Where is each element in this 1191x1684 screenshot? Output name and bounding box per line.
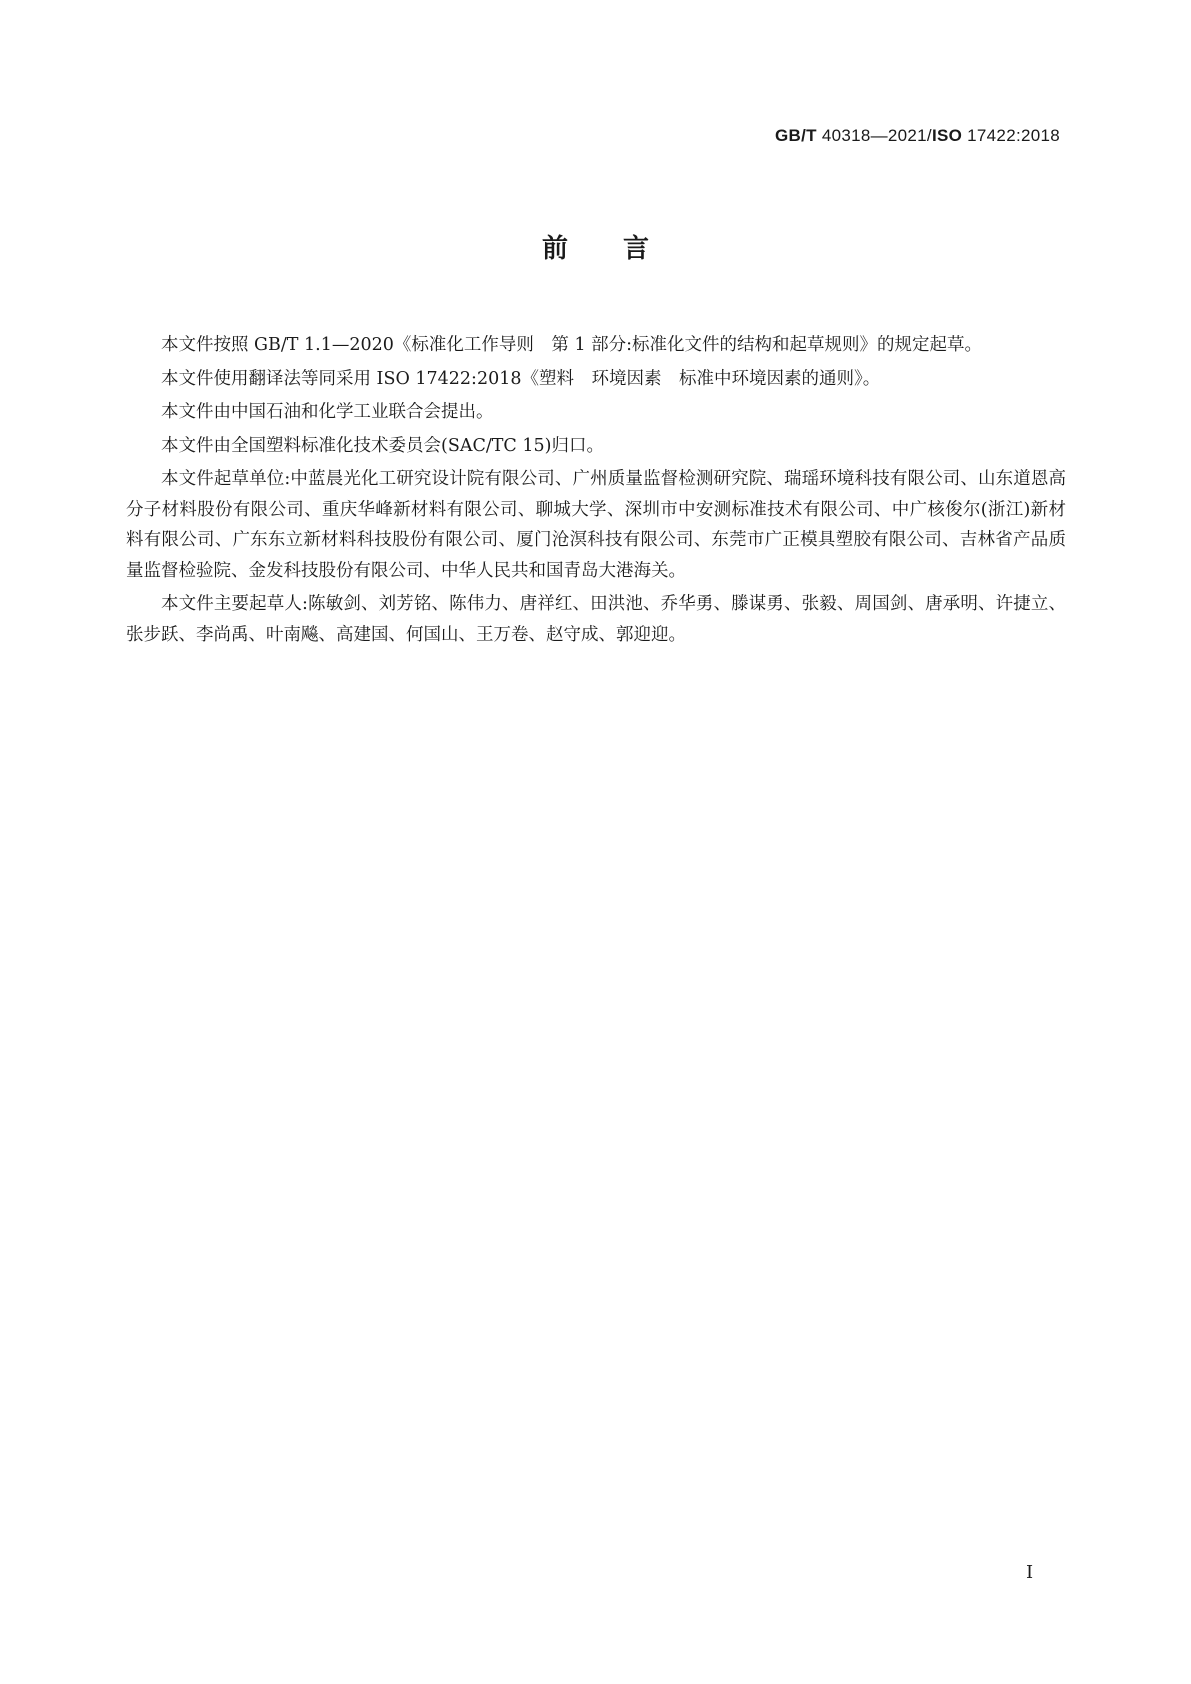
page-title: 前言: [541, 234, 704, 264]
page-number: I: [1026, 1562, 1034, 1583]
paragraph-committee: 本文件由全国塑料标准化技术委员会(SAC/TC 15)归口。: [161, 435, 604, 456]
standard-prefix: GB/T: [774, 126, 817, 145]
iso-prefix: ISO: [931, 126, 963, 145]
paragraph-drafting-rules: 本文件按照 GB/T 1.1—2020《标准化工作导则 第 1 部分:标准化文件的结构和起草规则》的规定起草。: [161, 335, 983, 355]
paragraph-proposer: 本文件由中国石油和化学工业联合会提出。: [161, 402, 494, 422]
paragraph-drafters: 本文件主要起草人:陈敏剑、刘芳铭、陈伟力、唐祥红、田洪池、乔华勇、滕谋勇、张毅、周国剑、唐承明、许捷立、张步跃、李尚禹、叶南飚、高建国、何国山、王万卷、赵守成、郭迎迎。: [126, 594, 1066, 645]
paragraph-adoption: 本文件使用翻译法等同采用 ISO 17422:2018《塑料 环境因素 标准中环境因素的通则》。: [161, 368, 881, 389]
paragraph-drafting-units: 本文件起草单位:中蓝晨光化工研究设计院有限公司、广州质量监督检测研究院、瑞瑶环境科技有限公司、山东道恩高分子材料股份有限公司、重庆华峰新材料有限公司、聊城大学、深圳市中安测标准技术有限公司、中广核俊尔(浙江)新材料有限公司、广东东立新材料科技股份有限公司、厦门沧溟科技有限公司、东莞市广正模具塑胶有限公司、吉林省产品质量监督检验院、金发科技股份有限公司、中华人民共和国青岛大港海关。: [126, 469, 1066, 581]
foreword-body: [126, 330, 1066, 653]
standard-number-header: [775, 126, 1060, 146]
standard-number: 40318—2021/: [821, 126, 932, 145]
iso-number: 17422:2018: [967, 126, 1060, 145]
